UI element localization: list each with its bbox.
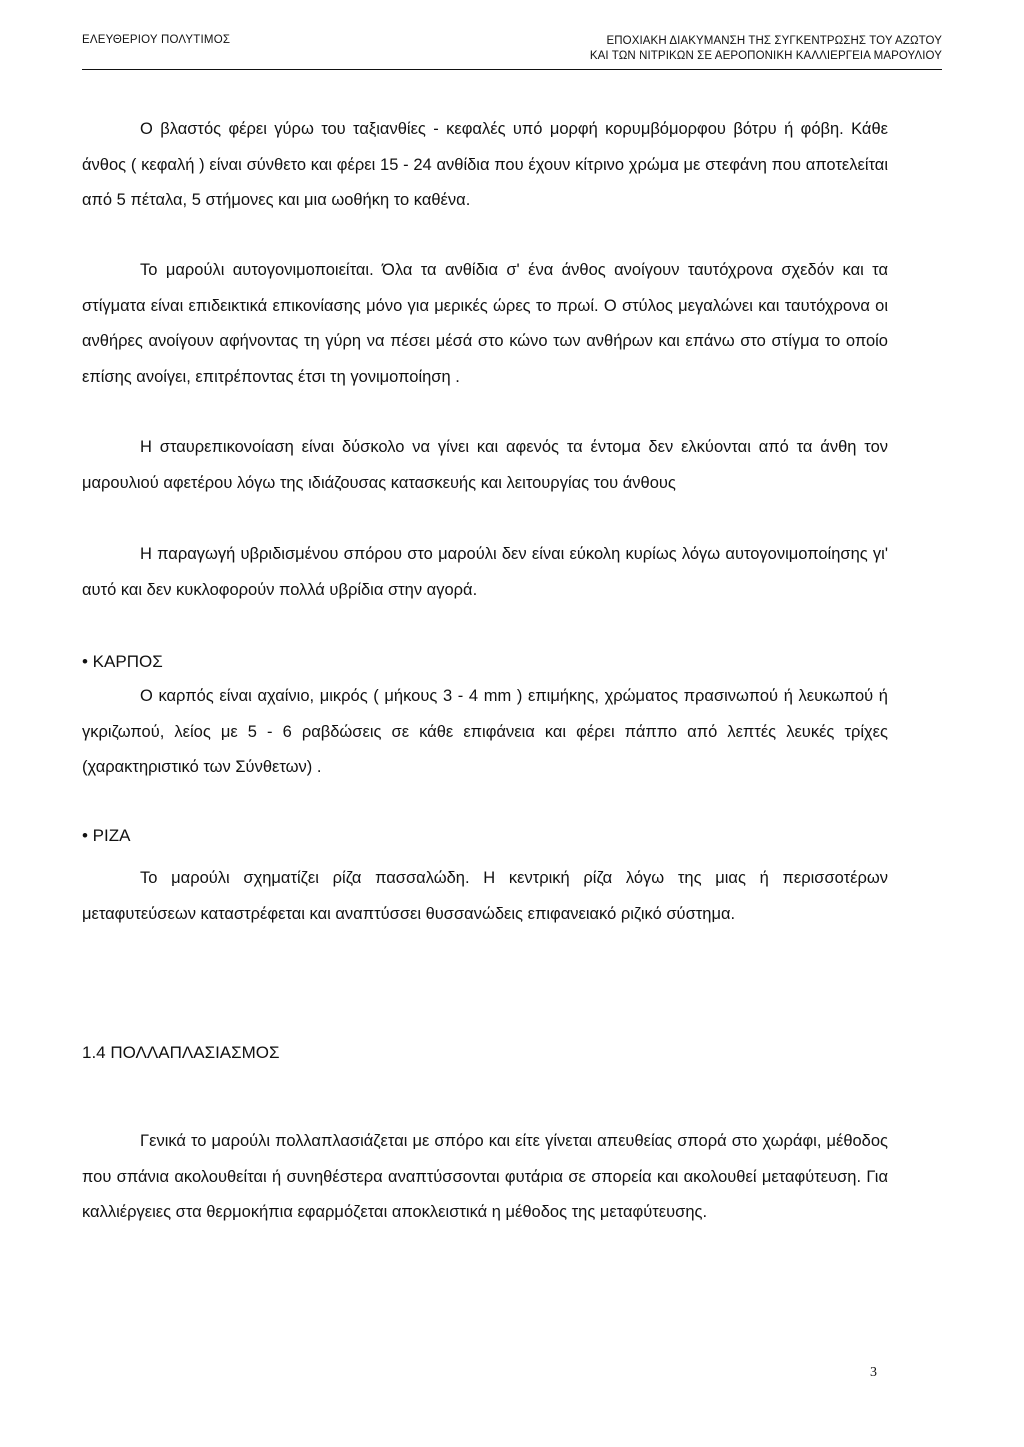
section-heading-propagation: 1.4 ΠΟΛΛΑΠΛΑΣΙΑΣΜΟΣ [82,1043,280,1062]
heading-fruit: • ΚΑΡΠΟΣ [82,652,163,671]
heading-root: • ΡΙΖΑ [82,826,131,845]
paragraph-self-pollination: Το μαρούλι αυτογονιμοποιείται. Όλα τα ανθίδια σ' ένα άνθος ανοίγουν ταυτόχρονα σχεδόν και τα στίγματα είναι επιδεικτικά επικονίασης μόνο για μερικές ώρες το πρωί. Ο στύλος μεγαλώνει και ταυτόχρονα οι ανθήρες ανοίγουν αφήνοντας τη γύρη να πέσει μέσά στο κώνο των ανθήρων και επάνω στο στίγμα το οποίο επίσης ανοίγει, επιτρέποντας έτσι τη γονιμοποίηση . [82,261,888,386]
page-number: 3 [870,1365,877,1380]
paragraph-hybrid-seed: Η παραγωγή υβριδισμένου σπόρου στο μαρούλι δεν είναι εύκολη κυρίως λόγω αυτογονιμοποίησης γι' αυτό και δεν κυκλοφορούν πολλά υβρίδια στην αγορά. [82,545,888,599]
header-divider [82,69,942,70]
paragraph-propagation: Γενικά το μαρούλι πολλαπλασιάζεται με σπόρο και είτε γίνεται απευθείας σπορά στο χωράφι, μέθοδος που σπάνια ακολουθείται ή συνηθέστερα αναπτύσσονται φυτάρια σε σπορεία και ακολουθεί μεταφύτευση. Για καλλιέργειες στα θερμοκήπια εφαρμόζεται αποκλειστικά η μέθοδος της μεταφύτευσης. [82,1132,888,1221]
running-header-title-line2: ΚΑΙ ΤΩΝ ΝΙΤΡΙΚΩΝ ΣΕ ΑΕΡΟΠΟΝΙΚΗ ΚΑΛΛΙΕΡΓΕΙΑ ΜΑΡΟΥΛΙΟΥ [589,50,942,62]
paragraph-cross-pollination: Η σταυρεπικονοίαση είναι δύσκολο να γίνει και αφενός τα έντομα δεν ελκύονται από τα άνθη τον μαρουλιού αφετέρου λόγω της ιδιάζουσας κατασκευής και λειτουργίας του άνθους [82,438,888,492]
running-header-title-line1: ΕΠΟΧΙΑΚΗ ΔΙΑΚΥΜΑΝΣΗ ΤΗΣ ΣΥΓΚΕΝΤΡΩΣΗΣ ΤΟΥ ΑΖΩΤΟΥ [606,35,942,47]
paragraph-fruit: Ο καρπός είναι αχαίνιο, μικρός ( μήκους 3 - 4 mm ) επιμήκης, χρώματος πρασινωπού ή λευκωπού ή γκριζωπού, λείος με 5 - 6 ραβδώσεις σε κάθε επιφάνεια και φέρει πάππο από λεπτές λευκές τρίχες (χαρακτηριστικό των Σύνθετων) . [82,687,888,776]
paragraph-root: Το μαρούλι σχηματίζει ρίζα πασσαλώδη. Η κεντρική ρίζα λόγω της μιας ή περισσοτέρων μεταφυτεύσεων καταστρέφεται και αναπτύσσει θυσσανώδεις επιφανειακό ριζικό σύστημα. [82,869,888,923]
paragraph-inflorescence: Ο βλαστός φέρει γύρω του ταξιανθίες - κεφαλές υπό μορφή κορυμβόμορφου βότρυ ή φόβη. Κάθε άνθος ( κεφαλή ) είναι σύνθετο και φέρει 15 - 24 ανθίδια που έχουν κίτρινο χρώμα με στεφάνη που αποτελείται από 5 πέταλα, 5 στήμονες και μια ωοθήκη το καθένα. [82,120,888,209]
running-header-title [590,34,942,64]
running-header-author: ΕΛΕΥΘΕΡΙΟΥ ΠΟΛΥΤΙΜΟΣ [82,34,231,46]
